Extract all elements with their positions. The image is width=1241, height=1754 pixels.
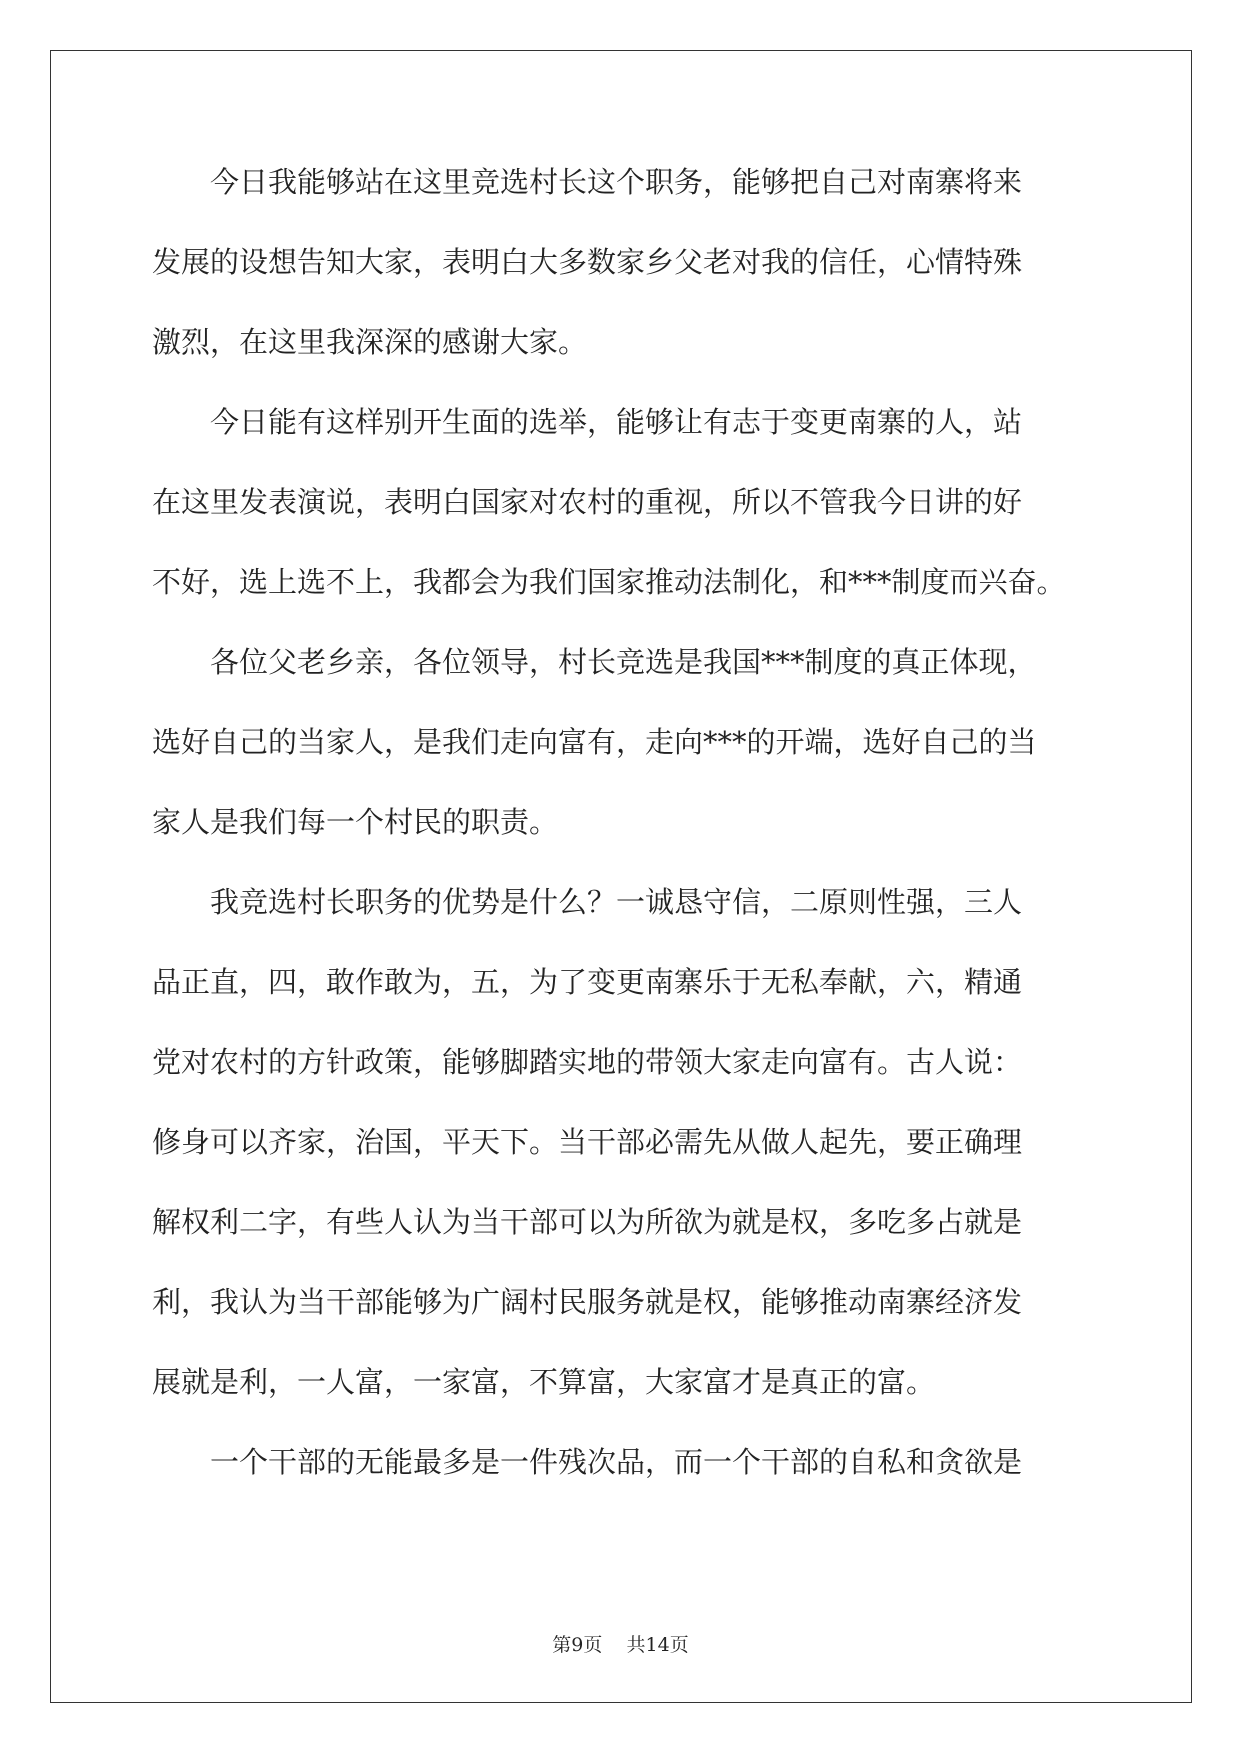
text-line: 今日我能够站在这里竞选村长这个职务，能够把自己对南寨将来 bbox=[152, 165, 1023, 199]
text-line: 选好自己的当家人，是我们走向富有，走向***的开端，选好自己的当 bbox=[152, 725, 1037, 759]
text-line: 修身可以齐家，治国，平天下。当干部必需先从做人起先，要正确理 bbox=[152, 1125, 1023, 1159]
document-body bbox=[152, 162, 1090, 1522]
page-footer bbox=[0, 1630, 1241, 1657]
text-line: 激烈，在这里我深深的感谢大家。 bbox=[152, 325, 588, 359]
text-line: 不好，选上选不上，我都会为我们国家推动法制化，和***制度而兴奋。 bbox=[152, 565, 1066, 599]
text-line: 发展的设想告知大家，表明白大多数家乡父老对我的信任，心情特殊 bbox=[152, 245, 1023, 279]
text-line: 品正直，四，敢作敢为，五，为了变更南寨乐于无私奉献，六，精通 bbox=[152, 965, 1023, 999]
text-line: 今日能有这样别开生面的选举，能够让有志于变更南寨的人，站 bbox=[152, 405, 1023, 439]
text-line: 利，我认为当干部能够为广阔村民服务就是权，能够推动南寨经济发 bbox=[152, 1285, 1023, 1319]
text-line: 一个干部的无能最多是一件残次品，而一个干部的自私和贪欲是 bbox=[152, 1445, 1023, 1479]
page-total: 共14页 bbox=[626, 1634, 689, 1656]
text-line: 解权利二字，有些人认为当干部可以为所欲为就是权，多吃多占就是 bbox=[152, 1205, 1023, 1239]
text-line: 在这里发表演说，表明白国家对农村的重视，所以不管我今日讲的好 bbox=[152, 485, 1023, 519]
text-line: 家人是我们每一个村民的职责。 bbox=[152, 805, 559, 839]
text-line: 各位父老乡亲，各位领导，村长竞选是我国***制度的真正体现， bbox=[152, 645, 1037, 679]
text-line: 我竞选村长职务的优势是什么？一诚恳守信，二原则性强，三人 bbox=[152, 885, 1023, 919]
page-number: 第9页 bbox=[552, 1634, 603, 1656]
text-line: 展就是利，一人富，一家富，不算富，大家富才是真正的富。 bbox=[152, 1365, 936, 1399]
text-line: 党对农村的方针政策，能够脚踏实地的带领大家走向富有。古人说： bbox=[152, 1045, 1023, 1079]
